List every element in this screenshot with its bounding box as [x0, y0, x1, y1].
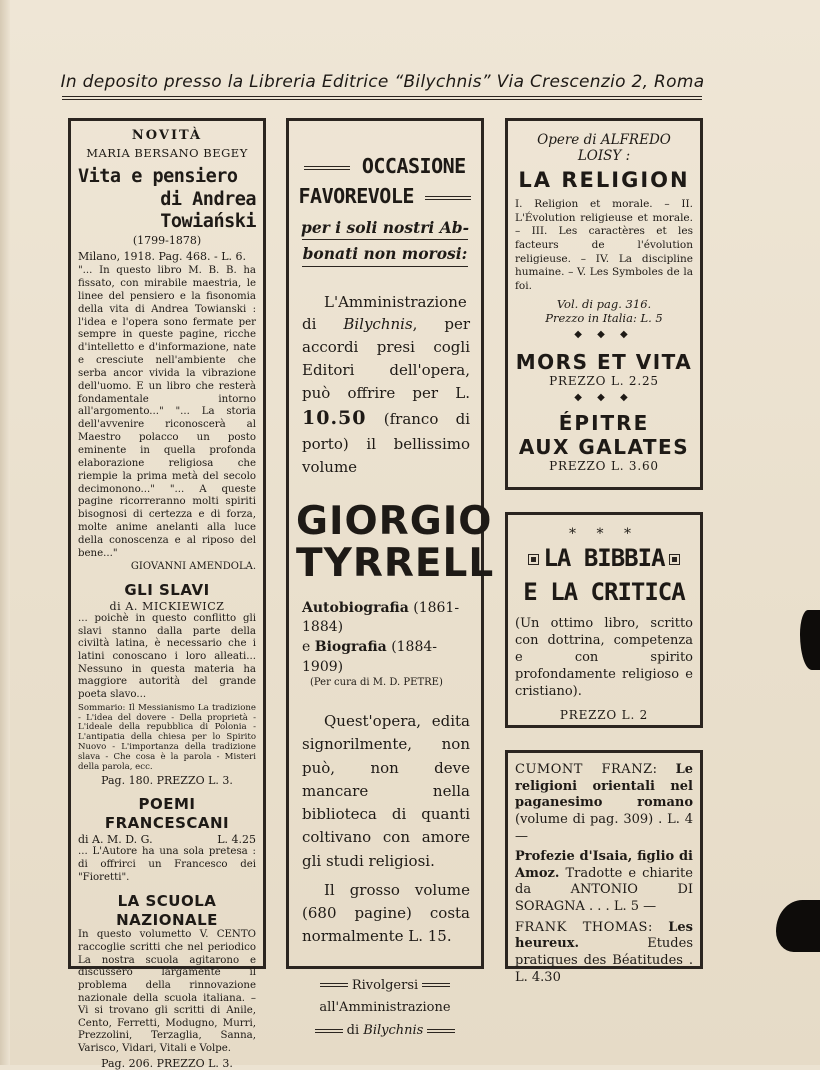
page-edge [0, 0, 10, 1065]
autobiografia-years: (1861-1884) [302, 599, 460, 636]
scuola-title: LA SCUOLA NAZIONALE [116, 892, 218, 929]
autobiografia-label: Autobiografia [302, 599, 409, 616]
slavi-price: Pag. 180. PREZZO L. 3. [101, 773, 233, 787]
profezie-details: Tradotte e chiarite da ANTONIO DI SORAGNA . . . L. 5 — [515, 865, 693, 914]
cumont-author: CUMONT FRANZ: [515, 762, 658, 777]
quest-opera-text: Quest'opera, edita signorilmente, non può, non deve mancare nella biblioteca di quanti coltivano con amore gli studi religiosi. [302, 712, 470, 870]
profezie-title: Profezie d'Isaia, figlio di Amoz. [515, 849, 693, 881]
novita-heading: NOVITÀ [131, 128, 203, 143]
book-title-line2: di Andrea Towiański [160, 188, 256, 232]
galates-title: AUX GALATES [518, 435, 690, 460]
rule-ornament [320, 983, 348, 987]
ad-box-loisy [505, 118, 703, 490]
thomas-entry [515, 920, 693, 987]
volume-pages: Vol. di pag. 316. [556, 297, 652, 312]
giorgio-heading: GIORGIO [296, 498, 493, 544]
thomas-title: Les heureux. [515, 919, 693, 952]
amm-bilychnis: Bilychnis [343, 315, 413, 334]
ad-column-novita [68, 118, 266, 1070]
amministrazione-offer [302, 291, 470, 479]
amm-text: L'Amministrazione di [302, 292, 467, 334]
amm-text: (franco di porto) il bellissimo volume [302, 410, 470, 477]
book-author: MARIA BERSANO BEGEY [86, 146, 248, 161]
epitre-title: ÉPITRE [558, 411, 650, 436]
bio-prefix: e [302, 638, 311, 655]
poemi-price: L. 4.25 [217, 832, 256, 846]
header-rule [62, 96, 702, 97]
book-years: (1799-1878) [132, 233, 202, 247]
square-ornament-icon [669, 554, 680, 565]
riv-line1: Rivolgersi [351, 977, 419, 993]
mors-price: PREZZO L. 2.25 [549, 374, 659, 389]
book-publication: Milano, 1918. Pag. 468. - L. 6. [78, 249, 247, 263]
amm-text: , per accordi presi cogli Editori dell'opera, può offrire per L. [302, 315, 470, 402]
riv-line2: all'Amministrazione [319, 1000, 451, 1016]
poemi-author: di A. M. D. G. [78, 832, 153, 846]
religion-contents: I. Religion et morale. – II. L'Évolution religieuse et morale. – III. Les caractères et les facteurs de l'évolution religieuse. – IV. La discipline humaine. – V. Les Symboles de la foi. [515, 198, 693, 292]
grosso-volume-text: Il grosso volume (680 pagine) costa normalmente L. 15. [302, 880, 470, 946]
bibbia-price: PREZZO L. 2 [559, 708, 649, 723]
favorevole-heading [296, 184, 474, 208]
review-quote: "... In questo libro M. B. B. ha fissato, con mirabile maestria, le linee del pensiero e la fisonomia della vita di Andrea Towianski : l'idea e l'opera sono fermate per sempre in queste pagine, ricche d'intelletto e d'informazione, nate e cresciute nell'ambiente che serba ancor vivida la vibrazione dell'uomo. E un libro che resterà fondamentale intorno all'argomento..." "... La storia dell'avvenire riconoscerà al Maestro polacco un posto eminente in quella profonda elaborazione religiosa che riempie la prima metà del secolo decimonono..." "... A queste pagine ricorreranno molti spiriti bisognosi di certezza e di forza, molte anime anelanti alla luce della conoscenza e al riposo del bene..." [78, 265, 256, 559]
bibbia-description: (Un ottimo libro, scritto con dottrina, competenza e con spirito profondamente religioso e cristiano). [515, 616, 693, 699]
diamond-ornament: ◆ ◆ ◆ [574, 392, 634, 404]
cumont-details: (volume di pag. 309) . L. 4 — [515, 811, 693, 844]
cumont-title: Le religioni orientali nel paganesimo romano [515, 762, 693, 811]
thomas-author: FRANK THOMAS: [515, 919, 653, 935]
slavi-text: ... poichè in questo conflitto gli slavi stanno dalla parte della civiltà latina, è necessario che i latini conoscano i loro alleati... Nessuno in questa materia ha maggiore autorità del grande poeta slavo... [78, 613, 256, 701]
biografia-label: Biografia [314, 638, 387, 655]
cumont-entry [515, 762, 693, 845]
bibbia-heading [515, 544, 693, 572]
header-rule [62, 99, 702, 100]
rivolgersi-block [296, 975, 474, 1043]
profezie-entry [515, 849, 693, 916]
page-header: In deposito presso la Libreria Editrice “Bilychnis” Via Crescenzio 2, Roma [60, 72, 705, 92]
thomas-details: Etudes pratiques des Béatitudes . L. 4.30 [515, 936, 693, 985]
biografia-years: (1884-1909) [302, 638, 438, 675]
mors-et-vita-title: MORS ET VITA [515, 350, 693, 375]
riv-line3-prefix: di [346, 1023, 360, 1039]
rule-ornament [304, 166, 350, 170]
poemi-author-row [78, 833, 256, 847]
ad-box-bibbia [505, 512, 703, 728]
opere-heading: Opere di ALFREDO LOISY : [537, 132, 671, 164]
rule-ornament [315, 1029, 343, 1033]
autobiografia-line [302, 599, 474, 677]
ad-box-varia [505, 750, 703, 985]
book-title-line1: Vita e pensiero [78, 166, 238, 188]
rule-divider [302, 266, 468, 267]
abbonati-line1: per i soli nostri Ab- [300, 218, 470, 237]
galates-price: PREZZO L. 3.60 [549, 459, 659, 474]
slavi-author: di A. MICKIEWICZ [109, 599, 225, 613]
critica-title: E LA CRITICA [523, 578, 685, 606]
occasione-text: OCCASIONE [361, 154, 466, 178]
rule-ornament [425, 196, 471, 200]
abbonati-line2: bonati non morosi: [302, 244, 468, 264]
la-religion-title: LA RELIGION [518, 168, 690, 192]
rule-ornament [422, 983, 450, 987]
ad-column-occasione [286, 118, 495, 1039]
cura-line: (Per cura di M. D. PETRE) [310, 677, 443, 689]
review-signature: GIOVANNI AMENDOLA. [130, 560, 256, 572]
offer-price: 10.50 [302, 407, 367, 430]
favorevole-text: FAVOREVOLE [298, 184, 414, 208]
prezzo-italia: Prezzo in Italia: L. 5 [545, 311, 663, 326]
bibbia-title: LA BIBBIA [543, 544, 665, 572]
occasione-heading [296, 154, 474, 178]
scuola-price: Pag. 206. PREZZO L. 3. [101, 1056, 233, 1070]
epitre-heading [515, 411, 693, 435]
poemi-text: ... L'Autore ha una sola pretesa : di offrirci un Francesco dei "Fioretti". [78, 846, 256, 883]
slavi-sommario: Sommario: Il Messianismo La tradizione - L'idea del dovere - Della proprietà - L'ideale della repubblica di Polonia - L'antipatia della chiesa per lo Spirito Nuovo - L'importanza della tradizione slava - Che cosa è la parola - Misteri della parola, ecc. [78, 702, 256, 772]
poemi-title: POEMI FRANCESCANI [104, 795, 230, 833]
slavi-title: GLI SLAVI [124, 580, 210, 599]
riv-line3: Bilychnis [363, 1023, 424, 1039]
scuola-text: In questo volumetto V. CENTO raccoglie scritti che nel periodico La nostra scuola agitarono e discussero largamente il problema della rinnovazione nazionale della scuola italiana. – Vi si trovano gli scritti di Anile, Cento, Ferretti, Modugno, Murri, Prezzolini, Terzaglia, Sanna, Varisco, Vidari, Vitali e Volpe. [78, 929, 256, 1055]
square-ornament-icon [528, 554, 539, 565]
diamond-ornament: ◆ ◆ ◆ [574, 329, 634, 341]
rule-ornament [427, 1029, 455, 1033]
rule-divider [302, 239, 468, 240]
tyrrell-heading: TYRRELL [296, 540, 495, 586]
star-ornament: * * * [569, 526, 639, 542]
